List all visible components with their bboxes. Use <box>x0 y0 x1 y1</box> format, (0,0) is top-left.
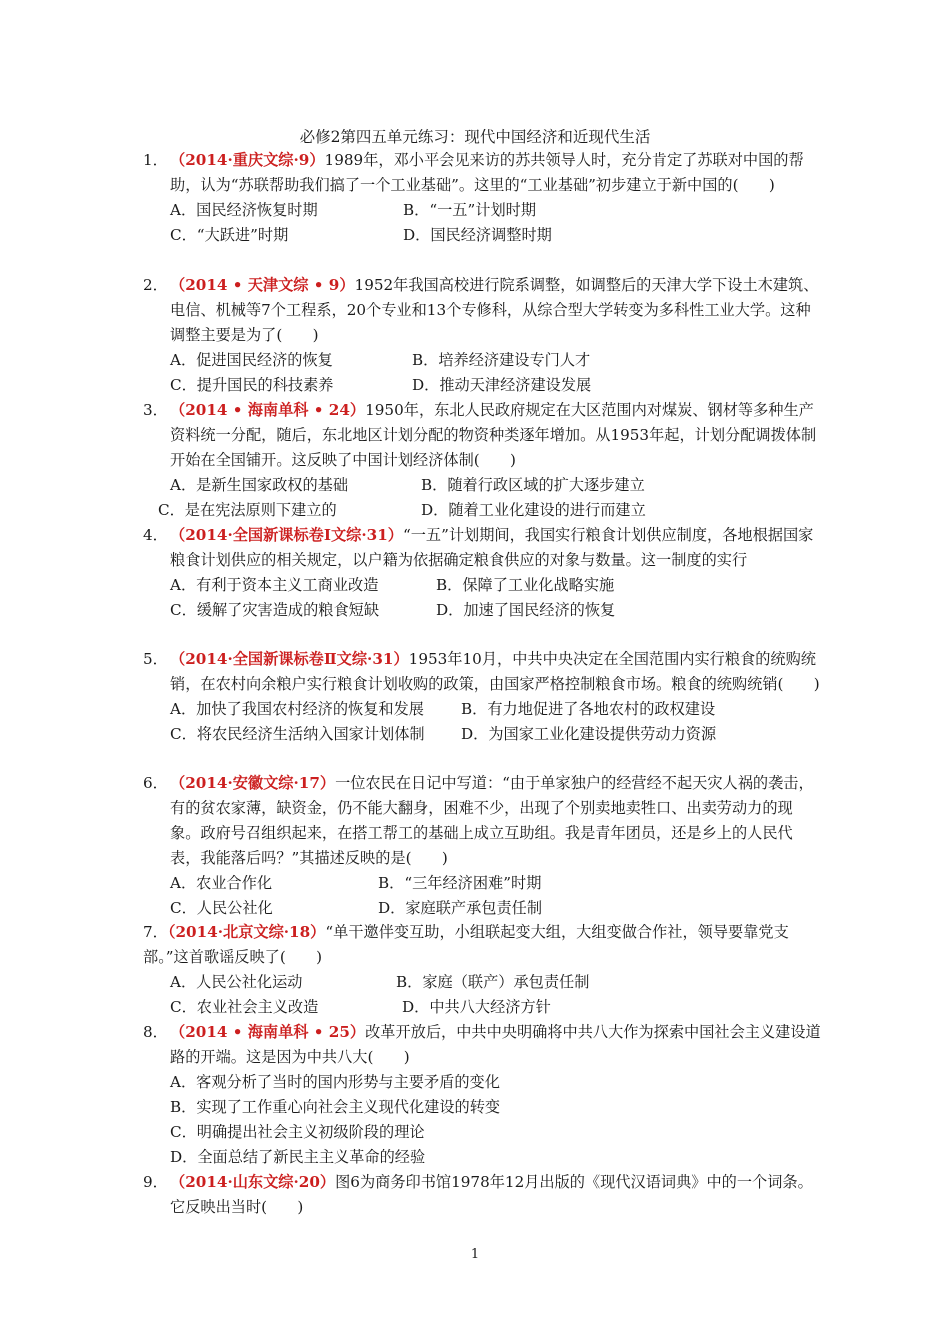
option-b: B．家庭（联产）承包责任制 <box>396 973 590 991</box>
question-text: 1953年10月，中共中央决定在全国范围内实行粮食的统购统销，在农村向余粮户实行粮食计划收购的政策，由国家严格控制粮食市场。粮食的统购统销( ) <box>170 650 820 693</box>
question-number: 2． <box>143 276 168 294</box>
option-d: D．推动天津经济建设发展 <box>412 376 592 394</box>
question-source: （2014 • 海南单科 • 24） <box>170 401 366 419</box>
option-c: C．是在宪法原则下建立的 <box>158 501 337 519</box>
question-stem <box>143 1170 823 1220</box>
option-d: D．随着工业化建设的进行而建立 <box>421 501 646 519</box>
question-1 <box>143 148 823 248</box>
question-text: “单干邀伴变互助，小组联起变大组，大组变做合作社，领导要靠党支部。”这首歌谣反映了( ) <box>143 923 789 966</box>
question-options <box>143 970 823 1020</box>
option-a: A．是新生国家政权的基础 <box>170 476 349 494</box>
question-stem <box>143 1020 823 1070</box>
question-source: （2014·重庆文综·9） <box>170 151 325 169</box>
question-text: 1952年我国高校进行院系调整，如调整后的天津大学下设土木建筑、电信、机械等7个工程系，20个专业和13个专修科，从综合型大学转变为多科性工业大学。这种调整主要是为了( ) <box>170 276 819 344</box>
question-4 <box>143 523 823 623</box>
option-c: C．“大跃进”时期 <box>170 226 289 244</box>
option-c: C．明确提出社会主义初级阶段的理论 <box>170 1123 425 1141</box>
question-number: 6． <box>143 774 168 792</box>
question-source: （2014·安徽文综·17） <box>170 774 336 792</box>
question-3 <box>143 398 823 523</box>
question-source: （2014 • 海南单科 • 25） <box>170 1023 366 1041</box>
option-d: D．为国家工业化建设提供劳动力资源 <box>461 725 717 743</box>
question-text: “一五”计划期间，我国实行粮食计划供应制度，各地根据国家粮食计划供应的相关规定，以户籍为依据确定粮食供应的对象与数量。这一制度的实行 <box>170 526 814 569</box>
question-text: 一位农民在日记中写道：“由于单家独户的经营经不起天灾人祸的袭击，有的贫农家薄，缺资金，仍不能大翻身，困难不少，出现了个别卖地卖牲口、出卖劳动力的现象。政府号召组织起来，在搭工帮工的基础上成立互助组。我是青年团员，还是乡上的人民代表，我能落后吗？”其描述反映的是( ) <box>170 774 814 867</box>
question-number: 5． <box>143 650 168 668</box>
question-options <box>143 1070 823 1170</box>
page-number: 1 <box>470 1247 480 1262</box>
question-source: （2014·全国新课标卷Ⅱ文综·31） <box>170 650 409 668</box>
question-2 <box>143 273 823 398</box>
question-source: （2014 • 天津文综 • 9） <box>170 276 355 294</box>
option-b: B．“三年经济困难”时期 <box>378 874 542 892</box>
question-text: 改革开放后，中共中央明确将中共八大作为探索中国社会主义建设道路的开端。这是因为中共八大( ) <box>170 1023 821 1066</box>
option-a: A．农业合作化 <box>170 874 273 892</box>
question-5 <box>143 647 823 747</box>
option-d: D．全面总结了新民主主义革命的经验 <box>170 1148 426 1166</box>
question-9 <box>143 1170 823 1220</box>
option-c: C．人民公社化 <box>170 899 273 917</box>
option-b: B．随着行政区域的扩大逐步建立 <box>421 476 645 494</box>
question-source: （2014·山东文综·20） <box>170 1173 336 1191</box>
question-options <box>143 198 823 248</box>
question-number: 9． <box>143 1173 168 1191</box>
option-a: A．有利于资本主义工商业改造 <box>170 576 379 594</box>
option-b: B．培养经济建设专门人才 <box>412 351 591 369</box>
question-source: （2014·北京文综·18） <box>167 923 326 941</box>
question-stem <box>143 523 823 573</box>
option-a: A．国民经济恢复时期 <box>170 201 318 219</box>
option-b: B．保障了工业化战略实施 <box>436 576 615 594</box>
question-6 <box>143 771 823 921</box>
question-text: 1950年，东北人民政府规定在大区范围内对煤炭、钢材等多种生产资料统一分配，随后，东北地区计划分配的物资种类逐年增加。从1953年起，计划分配调拨体制开始在全国铺开。这反映了中国计划经济体制( ) <box>170 401 817 469</box>
question-number: 3． <box>143 401 168 419</box>
question-text: 图6为商务印书馆1978年12月出版的《现代汉语词典》中的一个词条。它反映出当时( ) <box>170 1173 813 1216</box>
question-number: 8． <box>143 1023 168 1041</box>
option-d: D．加速了国民经济的恢复 <box>436 601 616 619</box>
option-a: A．客观分析了当时的国内形势与主要矛盾的变化 <box>170 1073 500 1091</box>
question-options <box>143 348 823 398</box>
question-options <box>143 697 823 747</box>
question-number: 7． <box>143 923 168 941</box>
question-options <box>143 573 823 623</box>
option-b: B．有力地促进了各地农村的政权建设 <box>461 700 716 718</box>
option-d: D．国民经济调整时期 <box>403 226 552 244</box>
question-stem <box>143 647 823 697</box>
option-a: A．加快了我国农村经济的恢复和发展 <box>170 700 424 718</box>
option-a: A．人民公社化运动 <box>170 973 303 991</box>
question-text: 1989年，邓小平会见来访的苏共领导人时，充分肯定了苏联对中国的帮助，认为“苏联帮助我们搞了一个工业基础”。这里的“工业基础”初步建立于新中国的( ) <box>170 151 804 194</box>
question-7 <box>143 920 823 1020</box>
page-title: 必修2第四五单元练习：现代中国经济和近现代生活 <box>299 128 651 146</box>
question-stem <box>143 920 823 970</box>
option-c: C．农业社会主义改造 <box>170 998 319 1016</box>
option-a: A．促进国民经济的恢复 <box>170 351 333 369</box>
question-stem <box>143 148 823 198</box>
option-c: C．提升国民的科技素养 <box>170 376 334 394</box>
option-c: C．将农民经济生活纳入国家计划体制 <box>170 725 425 743</box>
question-stem <box>143 273 823 348</box>
question-stem <box>143 771 823 871</box>
question-number: 1． <box>143 151 168 169</box>
option-c: C．缓解了灾害造成的粮食短缺 <box>170 601 380 619</box>
option-d: D．中共八大经济方针 <box>402 998 551 1016</box>
question-source: （2014·全国新课标卷Ⅰ文综·31） <box>170 526 403 544</box>
question-stem <box>143 398 823 473</box>
question-options <box>143 871 823 921</box>
option-b: B．“一五”计划时期 <box>403 201 537 219</box>
question-8 <box>143 1020 823 1170</box>
question-options <box>143 473 823 523</box>
question-number: 4． <box>143 526 168 544</box>
option-d: D．家庭联产承包责任制 <box>378 899 543 917</box>
option-b: B．实现了工作重心向社会主义现代化建设的转变 <box>170 1098 501 1116</box>
